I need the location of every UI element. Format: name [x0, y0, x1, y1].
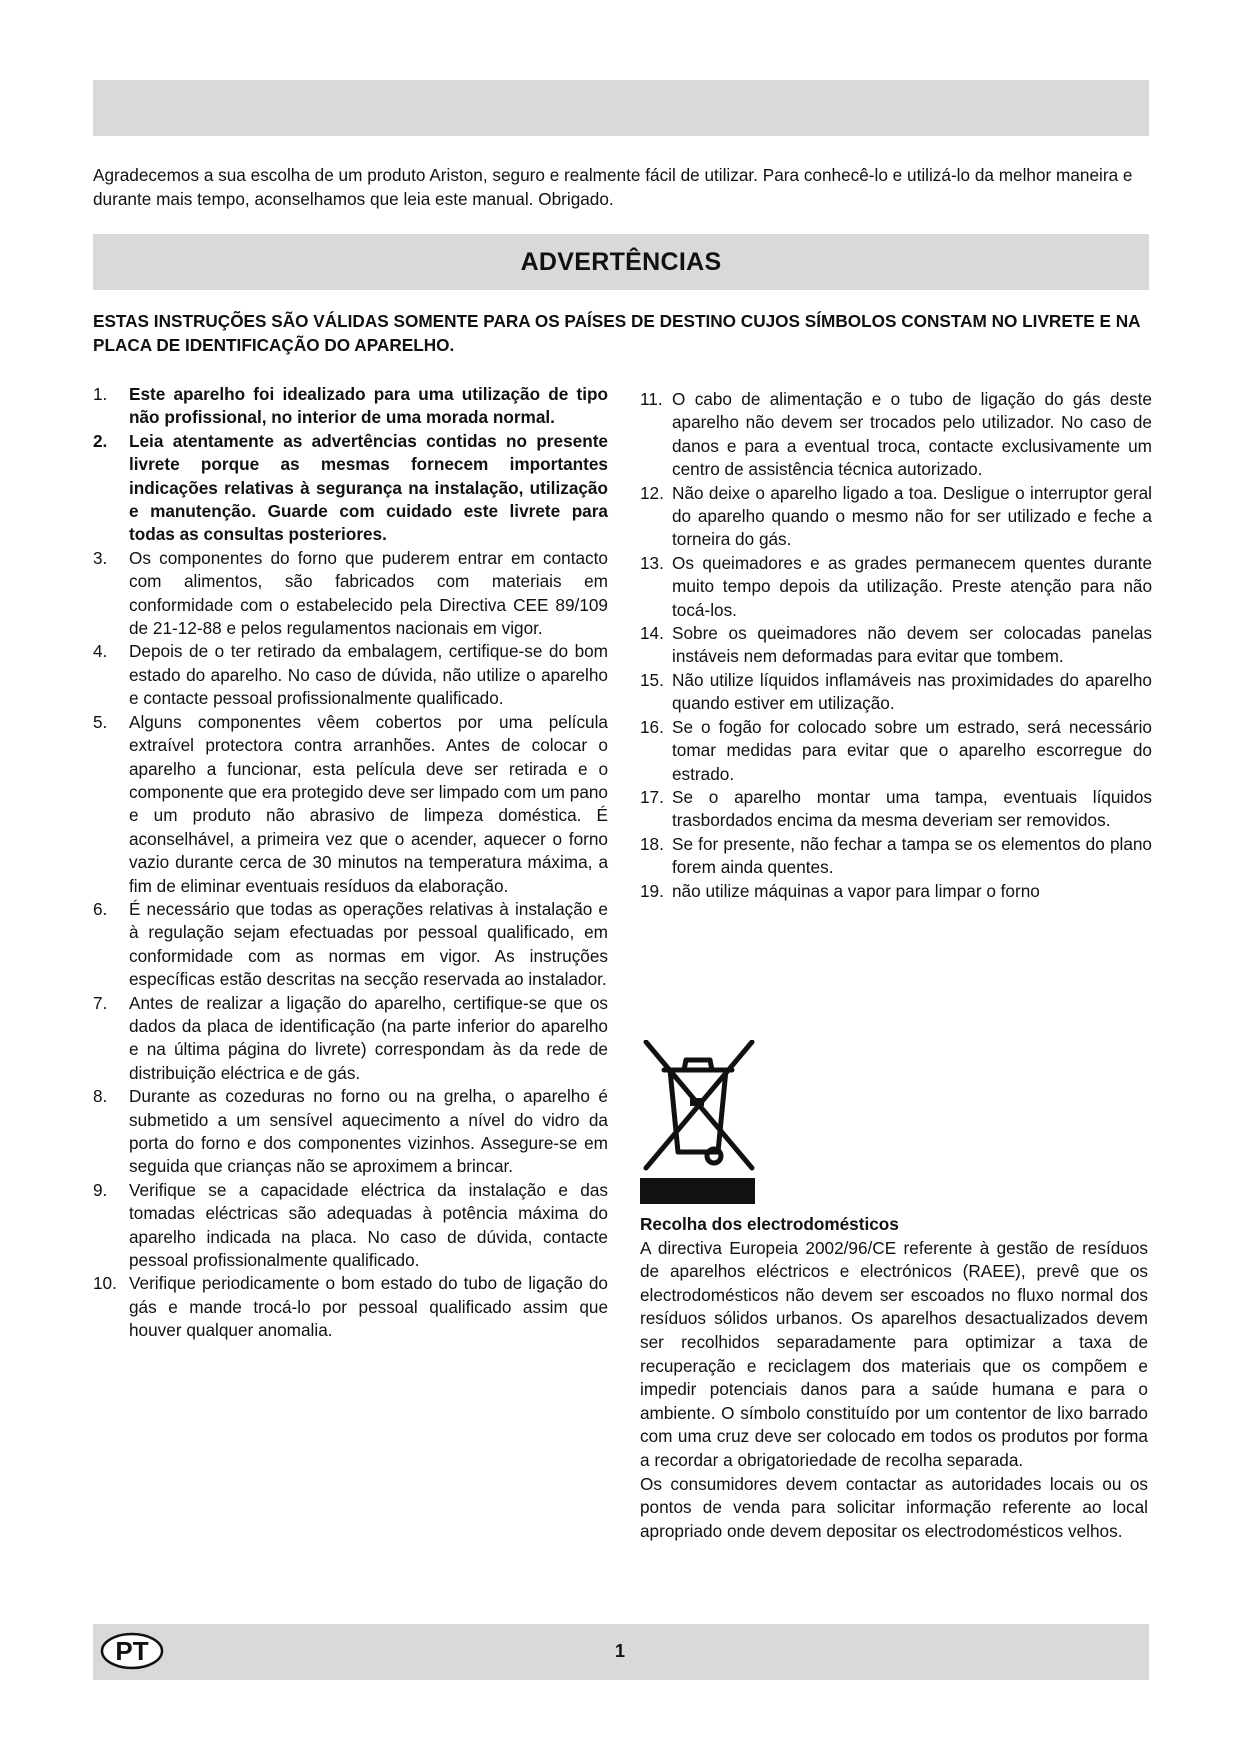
recolha-paragraph: A directiva Europeia 2002/96/CE referente à gestão de resíduos de aparelhos eléctricos e electrónicos (RAEE), prevê que os electrodomésticos não devem ser escoados no fluxo normal dos resíduos sólidos urbanos. Os aparelhos desactualizados devem ser recolhidos separadamente para optimizar a taxa de recuperação e reciclagem dos materiais que os compõem e impedir potenciais danos para a saúde humana e para o ambiente. O símbolo constituído por um contentor de lixo barrado com uma cruz deve ser colocado em todos os produtos por forma a recordar a obrigatoriedade de recolha separada. [640, 1237, 1148, 1470]
list-item: 8. Durante as cozeduras no forno ou na grelha, o aparelho é submetido a um sensível aquecimento a nível do vidro da porta do forno e dos componentes vizinhos. Assegure-se em seguida que crianças não se aproximem a brincar. [93, 1086, 608, 1177]
list-item: 16. Se o fogão for colocado sobre um estrado, será necessário tomar medidas para evitar que o aparelho escorregue do estrado. [640, 716, 1152, 784]
intro-text: Agradecemos a sua escolha de um produto Ariston, seguro e realmente fácil de utilizar. Para conhecê-lo e utilizá-lo da melhor maneira e durante mais tempo, aconselhamos que leia este manual. Obrigado. [93, 165, 1133, 209]
country-badge [100, 1632, 164, 1670]
list-item: 2. Leia atentamente as advertências contidas no presente livrete porque as mesmas fornecem importantes indicações relativas à segurança na instalação, utilização e manutenção. Guarde com cuidado este livrete para todas as consultas posteriores. [93, 430, 608, 545]
section-title: ADVERTÊNCIAS [520, 247, 722, 276]
list-item: 4. Depois de o ter retirado da embalagem, certifique-se do bom estado do aparelho. No caso de dúvida, não utilize o aparelho e contacte pessoal profissionalmente qualificado. [93, 641, 608, 709]
recolha-paragraph: Os consumidores devem contactar as autoridades locais ou os pontos de venda para solicitar informação referente ao local apropriado onde devem depositar os electrodomésticos velhos. [640, 1473, 1148, 1541]
header-band [93, 80, 1149, 136]
list-item: 3. Os componentes do forno que puderem entrar em contacto com alimentos, são fabricados com materiais em conformidade com o estabelecido pela Directiva CEE 89/109 de 21-12-88 e pelos regulamentos nacionais em vigor. [93, 547, 608, 639]
list-item: 17. Se o aparelho montar uma tampa, eventuais líquidos trasbordados encima da mesma deveriam ser removidos. [640, 786, 1152, 831]
list-item: 11. O cabo de alimentação e o tubo de ligação do gás deste aparelho não devem ser trocados pelo utilizador. No caso de danos e para a eventual troca, contacte exclusivamente um centro de assistência técnica autorizado. [640, 389, 1152, 480]
list-item: 18. Se for presente, não fechar a tampa se os elementos do plano forem ainda quentes. [640, 833, 1152, 878]
list-item: 12. Não deixe o aparelho ligado a toa. Desligue o interruptor geral do aparelho quando o mesmo não for ser utilizado e feche a torneira do gás. [640, 482, 1152, 550]
list-item: 14. Sobre os queimadores não devem ser colocadas panelas instáveis nem deformadas para evitar que tombem. [640, 623, 1152, 667]
list-item: 9. Verifique se a capacidade eléctrica da instalação e das tomadas eléctricas são adequadas à potência máxima do aparelho indicada na placa. No caso de dúvida, contacte pessoal profissionalmente qualificado. [93, 1179, 608, 1271]
recolha-section [640, 1213, 1148, 1543]
validity-notice: ESTAS INSTRUÇÕES SÃO VÁLIDAS SOMENTE PARA OS PAÍSES DE DESTINO CUJOS SÍMBOLOS CONSTAM NO LIVRETE E NA PLACA DE IDENTIFICAÇÃO DO APARELHO. [93, 311, 1140, 355]
warnings-list-left [93, 383, 608, 1343]
recolha-heading: Recolha dos electrodomésticos [640, 1214, 899, 1234]
weee-bar [640, 1178, 755, 1204]
list-item: 1. Este aparelho foi idealizado para uma utilização de tipo não profissional, no interior de uma morada normal. [93, 384, 608, 428]
list-item: 7. Antes de realizar a ligação do aparelho, certifique-se que os dados da placa de identificação (na parte inferior do aparelho e na última página do livrete) correspondam às da rede de distribuição eléctrica e de gás. [93, 992, 608, 1083]
list-item: 6. É necessário que todas as operações relativas à instalação e à regulação sejam efectuadas por pessoal qualificado, em conformidade com as normas em vigor. As instruções específicas estão descritas na secção reservada ao instalador. [93, 898, 608, 990]
list-item: 10. Verifique periodicamente o bom estado do tubo de ligação do gás e mande trocá-lo por pessoal qualificado assim que houver qualquer anomalia. [93, 1273, 608, 1341]
list-item: 13. Os queimadores e as grades permanecem quentes durante muito tempo depois da utilização. Preste atenção para não tocá-los. [640, 552, 1152, 620]
list-item: 19. não utilize máquinas a vapor para limpar o forno [640, 880, 1040, 901]
country-code: PT [115, 1636, 149, 1666]
list-item: 5. Alguns componentes vêem cobertos por uma película extraível protectora contra arranhões. Antes de colocar o aparelho a funcionar, esta película deve ser retirada e o componente que era protegido deve ser limpado com um pano e um produto não abrasivo de limpeza doméstica. É aconselhável, a primeira vez que o acender, aquecer o forno vazio durante cerca de 30 minutos na temperatura máxima, a fim de eliminar eventuais resíduos da elaboração. [93, 711, 608, 896]
page-number: 1 [614, 1641, 625, 1661]
list-item: 15. Não utilize líquidos inflamáveis nas proximidades do aparelho quando estiver em utilização. [640, 669, 1152, 714]
warnings-list-right [640, 388, 1152, 903]
section-title-band [93, 234, 1149, 290]
